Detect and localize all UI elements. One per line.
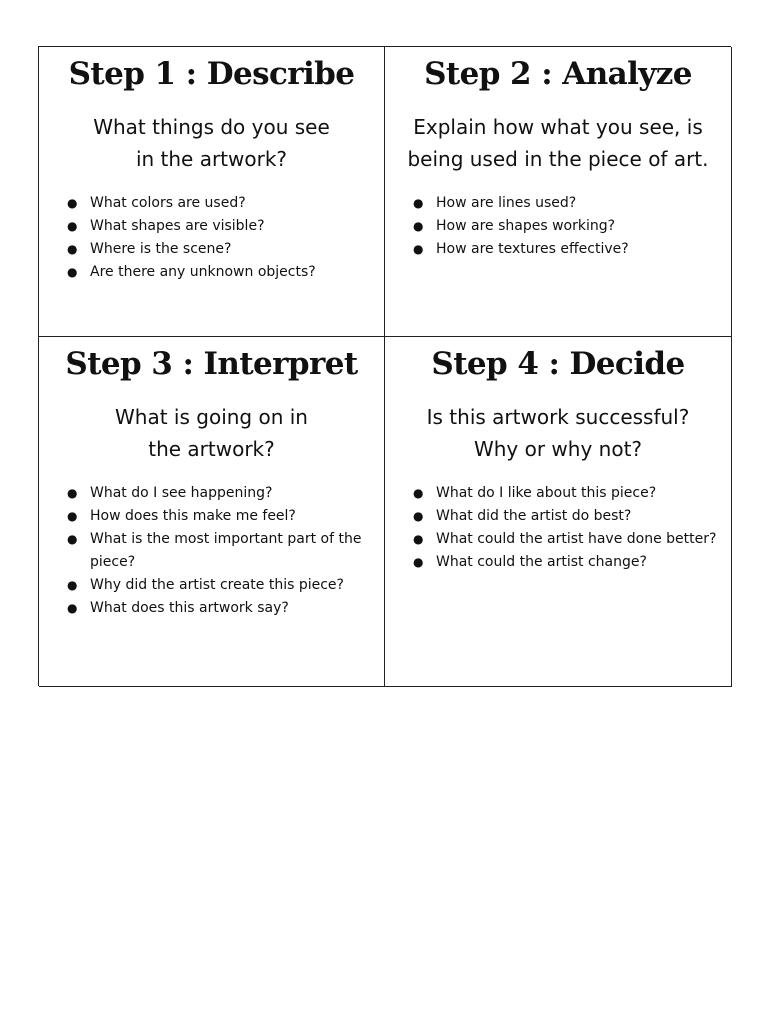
list-item bbox=[67, 505, 384, 528]
bullet-icon: ● bbox=[413, 196, 424, 210]
bullet-icon: ● bbox=[413, 242, 424, 256]
list-item bbox=[67, 238, 384, 261]
list-item bbox=[413, 551, 731, 574]
question-line: in the artwork? bbox=[135, 147, 288, 171]
bullet-icon: ● bbox=[67, 486, 78, 500]
card-question bbox=[385, 111, 731, 175]
step-3-card bbox=[39, 337, 385, 687]
list-item bbox=[413, 192, 731, 215]
card-question bbox=[385, 401, 731, 465]
step-1-card bbox=[39, 47, 385, 337]
step-cards-grid bbox=[38, 46, 731, 686]
list-item bbox=[413, 215, 731, 238]
list-item-text: What do I see happening? bbox=[90, 485, 273, 501]
list-item bbox=[413, 505, 731, 528]
step-2-card bbox=[385, 47, 732, 337]
list-item-text: What did the artist do best? bbox=[436, 508, 632, 524]
list-item bbox=[67, 528, 384, 574]
list-item bbox=[67, 597, 384, 620]
list-item bbox=[413, 238, 731, 261]
list-item bbox=[67, 574, 384, 597]
bullet-list bbox=[385, 192, 731, 261]
question-line: Explain how what you see, is bbox=[413, 115, 703, 139]
step-4-card bbox=[385, 337, 732, 687]
list-item-text: Are there any unknown objects? bbox=[90, 264, 316, 280]
list-item-text: How are lines used? bbox=[436, 195, 577, 211]
bullet-icon: ● bbox=[67, 509, 78, 523]
question-line: Is this artwork successful? bbox=[426, 405, 690, 429]
list-item-text: What could the artist change? bbox=[436, 554, 647, 570]
bullet-list bbox=[39, 482, 384, 620]
list-item-text: How does this make me feel? bbox=[90, 508, 296, 524]
bullet-icon: ● bbox=[413, 532, 424, 546]
bullet-icon: ● bbox=[413, 509, 424, 523]
list-item-text: What do I like about this piece? bbox=[436, 485, 657, 501]
list-item bbox=[413, 528, 731, 551]
list-item-text: What does this artwork say? bbox=[90, 600, 289, 616]
list-item-text: Where is the scene? bbox=[90, 241, 232, 257]
bullet-list bbox=[385, 482, 731, 574]
bullet-icon: ● bbox=[413, 219, 424, 233]
list-item-text: How are textures effective? bbox=[436, 241, 629, 257]
bullet-icon: ● bbox=[67, 532, 78, 546]
bullet-list bbox=[39, 192, 384, 284]
list-item-text: What could the artist have done better? bbox=[436, 531, 717, 547]
question-line: the artwork? bbox=[148, 437, 275, 461]
bullet-icon: ● bbox=[67, 242, 78, 256]
bullet-icon: ● bbox=[67, 196, 78, 210]
bullet-icon: ● bbox=[67, 578, 78, 592]
card-title: Step 2 : Analyze bbox=[424, 56, 692, 92]
list-item-text: What colors are used? bbox=[90, 195, 246, 211]
question-line: being used in the piece of art. bbox=[407, 147, 709, 171]
list-item bbox=[67, 482, 384, 505]
bullet-icon: ● bbox=[413, 486, 424, 500]
card-title: Step 3 : Interpret bbox=[65, 346, 358, 382]
list-item-text: How are shapes working? bbox=[436, 218, 616, 234]
card-title: Step 1 : Describe bbox=[68, 56, 355, 92]
list-item bbox=[67, 215, 384, 238]
bullet-icon: ● bbox=[413, 555, 424, 569]
card-question bbox=[39, 111, 384, 175]
bullet-icon: ● bbox=[67, 219, 78, 233]
list-item bbox=[67, 192, 384, 215]
list-item bbox=[413, 482, 731, 505]
card-title: Step 4 : Decide bbox=[431, 346, 685, 382]
list-item-text: Why did the artist create this piece? bbox=[90, 577, 344, 593]
bullet-icon: ● bbox=[67, 265, 78, 279]
question-line: What things do you see bbox=[93, 115, 330, 139]
list-item-text: What is the most important part of the piece? bbox=[90, 531, 362, 570]
list-item bbox=[67, 261, 384, 284]
question-line: Why or why not? bbox=[473, 437, 643, 461]
card-question bbox=[39, 401, 384, 465]
list-item-text: What shapes are visible? bbox=[90, 218, 265, 234]
bullet-icon: ● bbox=[67, 601, 78, 615]
question-line: What is going on in bbox=[115, 405, 308, 429]
